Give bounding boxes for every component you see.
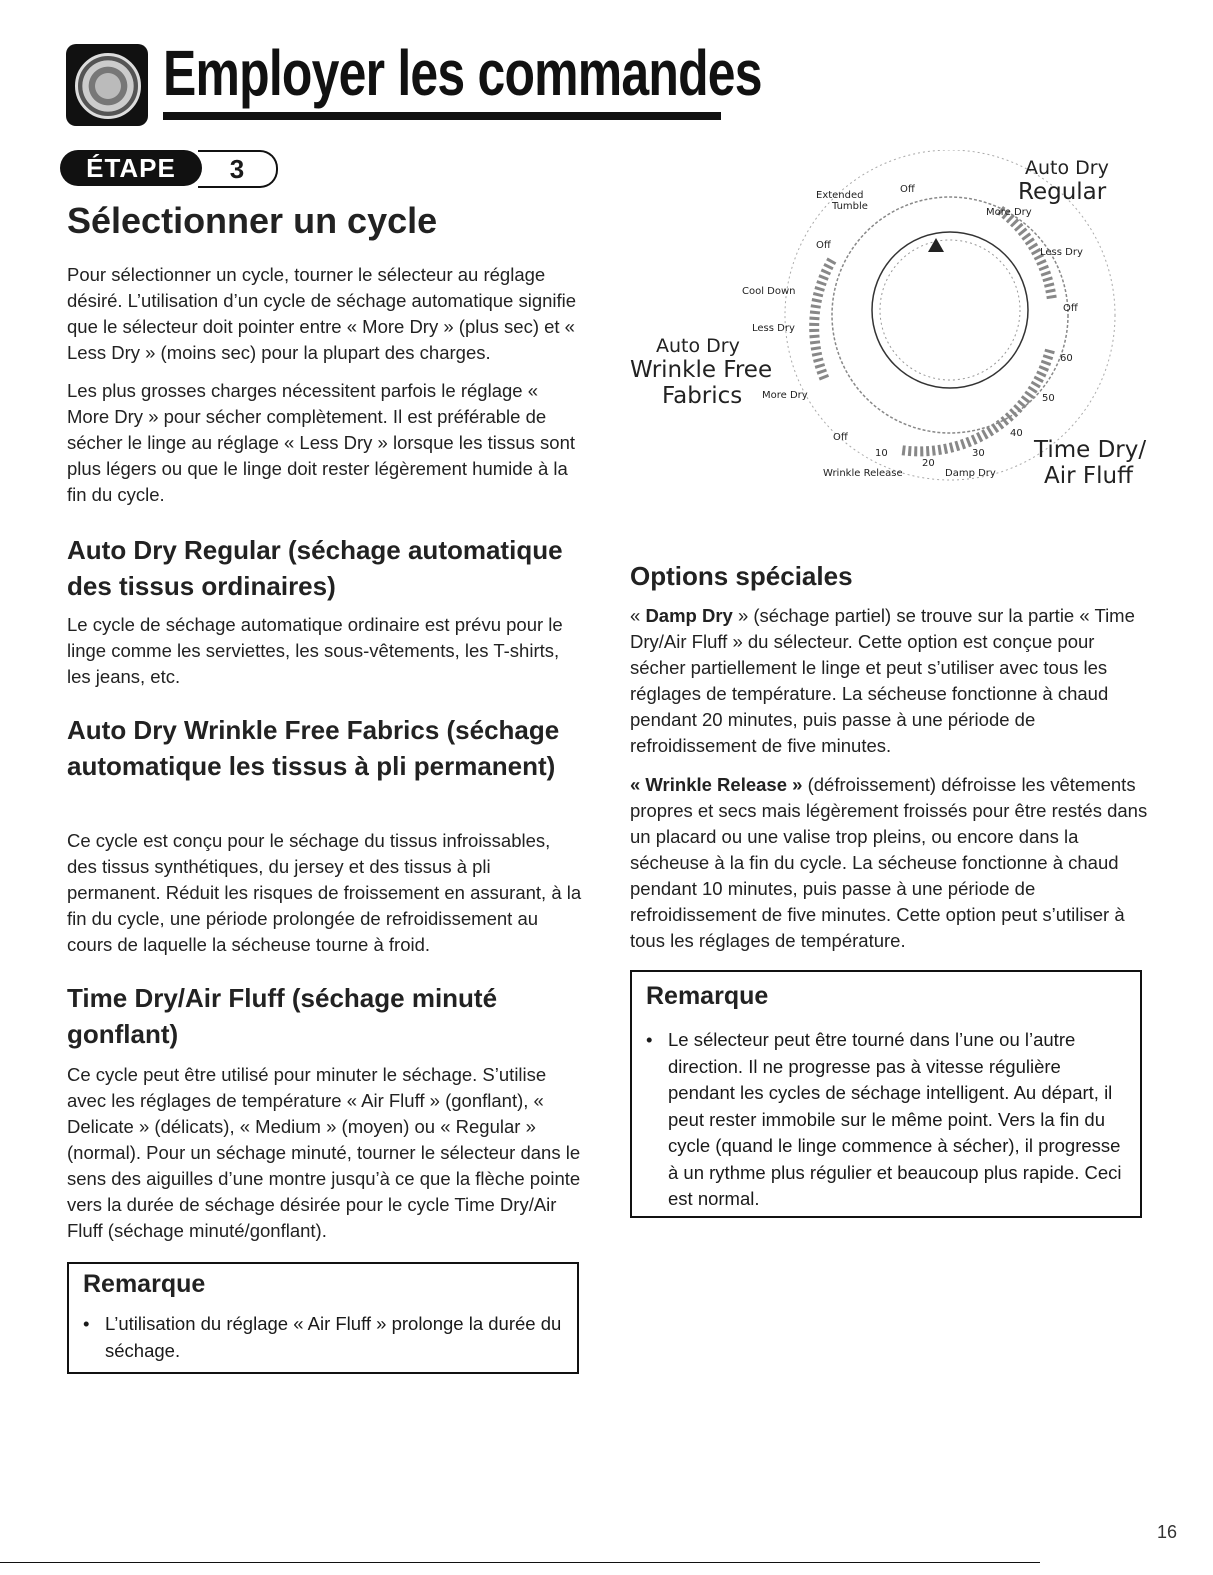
tick-50: 50 (1042, 393, 1055, 404)
section-body-auto-dry-regular: Le cycle de séchage automatique ordinaire est prévu pour le linge comme les serviettes, les sous-vêtements, les T-shirts, les jeans, etc. (67, 614, 563, 687)
section-body-time-dry: Ce cycle peut être utilisé pour minuter le séchage. S’utilise avec les réglages de température « Air Fluff » (gonflant), « Delicate » (délicats), « Medium » (moyen) ou « Regular » (normal). Pour un séchage minuté, tourner le sélecteur dans le sens des aiguilles d’une montre jusqu’à ce que la flèche pointe vers la durée de séchage désirée pour le cycle Time Dry/Air Fluff (séchage minuté/gonflant). (67, 1064, 581, 1241)
bullet-icon: • (646, 1029, 653, 1050)
more-dry-top-label: More Dry (986, 207, 1032, 218)
note-bullet (646, 1027, 1126, 1213)
wrinkle-release-label: Wrinkle Release (823, 468, 903, 479)
regular-label: Regular (1018, 179, 1107, 205)
section-title-auto-dry-regular: Auto Dry Regular (séchage automatique des tissus ordinaires) (67, 535, 563, 601)
wrinkle-release-paragraph (630, 772, 1148, 954)
intro-paragraph-1: Pour sélectionner un cycle, tourner le sélecteur au réglage désiré. L’utilisation d’un cycle de séchage automatique signifie que le sélecteur doit pointer entre « More Dry » (plus sec) et « Less Dry » (moins sec) pour la plupart des charges. (67, 264, 577, 363)
less-dry-left-label: Less Dry (752, 323, 795, 334)
cool-down-label: Cool Down (742, 286, 796, 297)
wrinkle-free-label: Wrinkle Free (630, 357, 773, 383)
note-box-left (67, 1262, 579, 1374)
options-title: Options spéciales (630, 561, 853, 591)
note-bullet-text: Le sélecteur peut être tourné dans l’une ou l’autre direction. Il ne progresse pas à vitesse régulière pendant les cycles de séchage intelligent. Au départ, il peut rester immobile sur le même point. Vers la fin du cycle (quand le linge commence à sécher), il progresse à un rythme plus régulier et beaucoup plus rapide. Ceci est normal. (668, 1029, 1122, 1209)
tick-60: 60 (1060, 353, 1073, 364)
damp-dry-open: « (630, 605, 646, 626)
extended-label: Extended (816, 190, 864, 201)
time-dry-label: Time Dry/ (1034, 437, 1147, 463)
wrinkle-release-term: « Wrinkle Release » (630, 774, 803, 795)
wrinkle-release-text: (défroissement) défroisse les vêtements propres et secs mais légèrement froissés pour être restés dans un placard ou une valise trop pleins, ou encore dans la sécheuse à la fin du cycle. La sécheuse fonctionne à chaud pendant 10 minutes, puis passe à une période de refroidissement de five minutes. Cette option peut s’utiliser à tous les réglages de température. (630, 774, 1148, 951)
damp-dry-term: Damp Dry (645, 605, 733, 626)
off-top-label: Off (900, 184, 915, 195)
off-left-label: Off (816, 240, 831, 251)
section-body-wrinkle-free: Ce cycle est conçu pour le séchage du tissus infroissables, des tissus synthétiques, du jersey et des tissus à pli permanent. Réduit les risques de froissement en assurant, à la fin du cycle, une période prolongée de refroidissement au cours de laquelle la sécheuse tourne à froid. (67, 830, 582, 955)
damp-dry-label: Damp Dry (945, 468, 996, 479)
off-bottom-label: Off (833, 432, 848, 443)
cycle-selector-dial (620, 150, 1180, 490)
note-bullet-text: L’utilisation du réglage « Air Fluff » prolonge la durée du séchage. (105, 1313, 562, 1361)
intro-paragraph-2: Les plus grosses charges nécessitent parfois le réglage « More Dry » pour sécher complètement. Il est préférable de sécher le linge au réglage « Less Dry » lorsque les tissus sont plus légers ou que le linge doit rester légèrement humide à la fin du cycle. (67, 380, 575, 505)
note-title: Remarque (646, 982, 769, 1010)
fabrics-label: Fabrics (662, 383, 743, 409)
damp-dry-paragraph (630, 603, 1148, 759)
note-box-right (630, 970, 1142, 1218)
title-underline (163, 112, 721, 120)
tick-10: 10 (875, 448, 888, 459)
note-title: Remarque (83, 1270, 206, 1298)
page-number: 16 (1156, 1522, 1177, 1542)
auto-dry-wrinkle-label: Auto Dry (656, 335, 740, 357)
step-label: ÉTAPE (60, 150, 202, 186)
auto-dry-regular-label: Auto Dry (1025, 157, 1109, 179)
air-fluff-label: Air Fluff (1044, 463, 1133, 489)
bullet-icon: • (83, 1313, 90, 1334)
section-heading: Sélectionner un cycle (67, 200, 438, 241)
section-title-wrinkle-free: Auto Dry Wrinkle Free Fabrics (séchage automatique les tissus à pli permanent) (67, 715, 560, 781)
tick-40: 40 (1010, 428, 1023, 439)
off-right-label: Off (1063, 303, 1078, 314)
step-number: 3 (198, 150, 278, 188)
tick-20: 20 (922, 458, 935, 469)
damp-dry-text: » (séchage partiel) se trouve sur la partie « Time Dry/Air Fluff » du sélecteur. Cette option est conçue pour sécher partiellement le linge et peut s’utiliser avec tous les réglages de température. La sécheuse fonctionne à chaud pendant 20 minutes, puis passe à une période de refroidissement de five minutes. (630, 605, 1135, 756)
more-dry-left-label: More Dry (762, 390, 808, 401)
section-title-time-dry: Time Dry/Air Fluff (séchage minuté gonflant) (67, 983, 498, 1049)
tick-30: 30 (972, 448, 985, 459)
dryer-dial-icon (66, 44, 148, 126)
tumble-label: Tumble (832, 201, 868, 212)
note-bullet (83, 1311, 563, 1364)
less-dry-right-label: Less Dry (1040, 247, 1083, 258)
page-title: Employer les commandes (163, 37, 762, 109)
footer-rule (0, 1562, 1040, 1563)
